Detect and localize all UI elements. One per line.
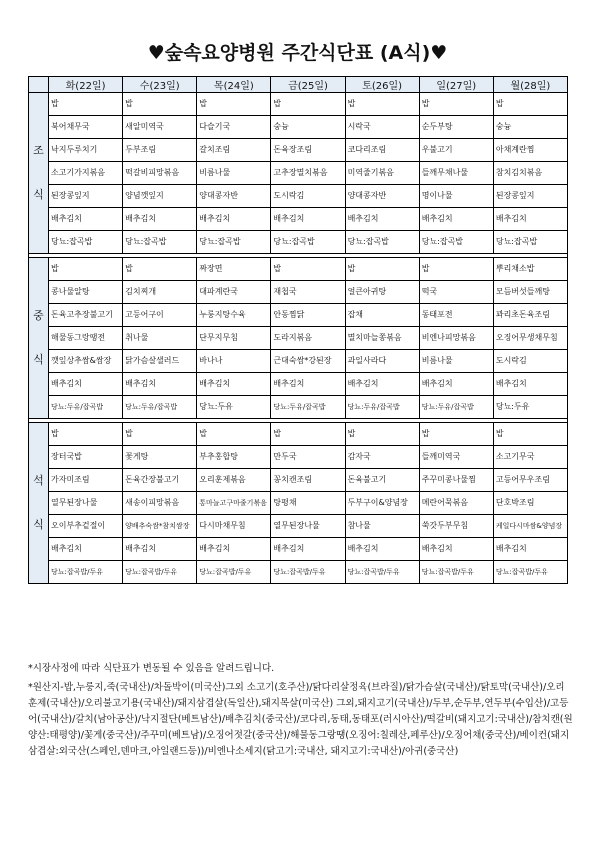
dish-cell: 밥 <box>419 258 493 281</box>
dish-cell: 밥 <box>123 93 197 116</box>
dish-cell: 쑥갓두부무침 <box>419 515 493 538</box>
dish-cell: 오리훈제볶음 <box>197 469 271 492</box>
dish-cell: 명이나물 <box>419 185 493 208</box>
dish-cell: 돈육고추장불고기 <box>49 304 123 327</box>
dish-cell: 메란어묵볶음 <box>419 492 493 515</box>
menu-row <box>29 258 568 281</box>
page-title: ♥숲속요양병원 주간식단표 (A식)♥ <box>147 42 448 64</box>
dish-cell: 당뇨:잡곡밥 <box>49 231 123 254</box>
menu-row <box>29 208 568 231</box>
dish-cell: 당뇨:두유/잡곡밥 <box>123 396 197 419</box>
dish-cell: 배추김치 <box>345 373 419 396</box>
dish-cell: 뿌리채소밥 <box>493 258 567 281</box>
dish-cell: 돈육불고기 <box>345 469 419 492</box>
dish-cell: 소고기가지볶음 <box>49 162 123 185</box>
dish-cell: 들깨무채나물 <box>419 162 493 185</box>
dish-cell: 깻잎상추쌈&쌈장 <box>49 350 123 373</box>
dish-cell: 갈치조림 <box>197 139 271 162</box>
dish-cell: 배추김치 <box>345 208 419 231</box>
dish-cell: 밥 <box>271 93 345 116</box>
dish-cell: 짜장면 <box>197 258 271 281</box>
dish-cell: 당뇨:잡곡밥/두유 <box>271 561 345 584</box>
dish-cell: 배추김치 <box>271 373 345 396</box>
dish-cell: 밥 <box>197 423 271 446</box>
menu-row <box>29 162 568 185</box>
dish-cell: 당뇨:잡곡밥/두유 <box>49 561 123 584</box>
dish-cell: 당뇨:잡곡밥 <box>123 231 197 254</box>
dish-cell: 배추김치 <box>271 538 345 561</box>
dish-cell: 배추김치 <box>493 373 567 396</box>
notice-text: *시장사정에 따라 식단표가 변동될 수 있음을 알려드립니다. <box>28 663 275 674</box>
dish-cell: 멸치마늘쫑볶음 <box>345 327 419 350</box>
dish-cell: 대파계란국 <box>197 281 271 304</box>
dish-cell: 고등어무우조림 <box>493 469 567 492</box>
dish-cell: 양대콩자반 <box>345 185 419 208</box>
dish-cell: 고추장멸치볶음 <box>271 162 345 185</box>
dish-cell: 단호박조림 <box>493 492 567 515</box>
dish-cell: 비름나물 <box>197 162 271 185</box>
menu-row <box>29 423 568 446</box>
dish-cell: 밥 <box>271 423 345 446</box>
dish-cell: 순두부탕 <box>419 116 493 139</box>
dish-cell: 잡채 <box>345 304 419 327</box>
dish-cell: 배추김치 <box>271 208 345 231</box>
dish-cell: 당뇨:잡곡밥/두유 <box>123 561 197 584</box>
day-header: 수(23일) <box>123 77 197 93</box>
dish-cell: 꽁치캔조림 <box>271 469 345 492</box>
dish-cell: 도시락김 <box>493 350 567 373</box>
menu-row <box>29 538 568 561</box>
menu-row <box>29 446 568 469</box>
dish-cell: 밥 <box>493 93 567 116</box>
dish-cell: 케일다시마쌈&양념장 <box>493 515 567 538</box>
dish-cell: 배추김치 <box>419 538 493 561</box>
dish-cell: 다슬기국 <box>197 116 271 139</box>
dish-cell: 열무된장나물 <box>271 515 345 538</box>
dish-cell: 떡국 <box>419 281 493 304</box>
dish-cell: 당뇨:잡곡밥 <box>345 231 419 254</box>
dish-cell: 밥 <box>345 423 419 446</box>
dish-cell: 새송이피망볶음 <box>123 492 197 515</box>
dish-cell: 당뇨:잡곡밥 <box>271 231 345 254</box>
dish-cell: 밥 <box>197 93 271 116</box>
dish-cell: 고등어구이 <box>123 304 197 327</box>
dish-cell: 밥 <box>345 93 419 116</box>
dish-cell: 가자미조림 <box>49 469 123 492</box>
dish-cell: 당뇨:잡곡밥/두유 <box>493 561 567 584</box>
dish-cell: 시락국 <box>345 116 419 139</box>
dish-cell: 장터국밥 <box>49 446 123 469</box>
dish-cell: 숭늉 <box>493 116 567 139</box>
menu-row <box>29 281 568 304</box>
menu-row <box>29 492 568 515</box>
dish-cell: 북어채무국 <box>49 116 123 139</box>
dish-cell: 밥 <box>493 423 567 446</box>
dish-cell: 돈육간장불고기 <box>123 469 197 492</box>
dish-cell: 당뇨:잡곡밥/두유 <box>197 561 271 584</box>
dish-cell: 두부조림 <box>123 139 197 162</box>
dish-cell: 당뇨:잡곡밥/두유 <box>345 561 419 584</box>
dish-cell: 탕평채 <box>271 492 345 515</box>
meal-label-breakfast: 조 식 <box>29 93 49 254</box>
dish-cell: 떡갈비피망볶음 <box>123 162 197 185</box>
meal-label-lunch: 중 식 <box>29 258 49 419</box>
dish-cell: 동태포전 <box>419 304 493 327</box>
origin-text: *원산지-밥,누룽지,죽(국내산)/차돌박이(미국산)그외 소고기(호주산)/닭다리살정육(브라질)/닭가슴살(국내산)/닭토막(국내산)/오리훈제(국내산)/오리불고기용(국내산)/돼지삼겹살(독일산),돼지목살(미국산) 그외,돼지고기(국내산)/두부,순두부,연두부(수입산)/고등어(국내산)/갈치(남아공산)/낙지절단(베트남산)/배추김치(중국산)/코다리,동태,동태포(러시아산)/떡갈비(돼지고기:국내산)/참치캔(원양산:태평양)/꽃게(중국산)/주꾸미(베트남)/오징어젓갈(중국산)/해물동그랑땡(오징어:칠레산,페루산)/오징어채(중국산)/베이컨(돼지삼겹살:외국산(스페인,덴마크,아일랜드등))/비엔나소세지(닭고기:국내산, 돼지고기:국내산)/아귀(중국산) <box>28 682 573 757</box>
dish-cell: 양대콩자반 <box>197 185 271 208</box>
dish-cell: 양념깻잎지 <box>123 185 197 208</box>
dish-cell: 당뇨:잡곡밥 <box>419 231 493 254</box>
dish-cell: 낙지두루치기 <box>49 139 123 162</box>
dish-cell: 당뇨:잡곡밥/두유 <box>419 561 493 584</box>
dish-cell: 당뇨:잡곡밥 <box>197 231 271 254</box>
dish-cell: 당뇨:잡곡밥 <box>493 231 567 254</box>
meal-label-dinner: 석 식 <box>29 423 49 584</box>
dish-cell: 밥 <box>123 258 197 281</box>
dish-cell: 안동찜닭 <box>271 304 345 327</box>
dish-cell: 당뇨:두유/잡곡밥 <box>345 396 419 419</box>
dish-cell: 밥 <box>419 93 493 116</box>
dish-cell: 들깨미역국 <box>419 446 493 469</box>
dish-cell: 배추김치 <box>493 538 567 561</box>
day-header-row <box>29 77 568 93</box>
menu-row <box>29 231 568 254</box>
menu-row <box>29 327 568 350</box>
menu-row <box>29 350 568 373</box>
dish-cell: 된장콩잎지 <box>493 185 567 208</box>
dish-cell: 미역줄기볶음 <box>345 162 419 185</box>
menu-row <box>29 515 568 538</box>
dish-cell: 얼큰아귀탕 <box>345 281 419 304</box>
dish-cell: 꽈리초돈육조림 <box>493 304 567 327</box>
dish-cell: 열무된장나물 <box>49 492 123 515</box>
menu-row <box>29 304 568 327</box>
dish-cell: 밥 <box>345 258 419 281</box>
dish-cell: 꽃게탕 <box>123 446 197 469</box>
dish-cell: 밥 <box>49 423 123 446</box>
dish-cell: 당뇨:두유 <box>493 396 567 419</box>
dish-cell: 배추김치 <box>493 208 567 231</box>
dish-cell: 밥 <box>49 93 123 116</box>
day-header: 화(22일) <box>49 77 123 93</box>
weekly-menu-table <box>28 76 568 584</box>
dish-cell: 취나물 <box>123 327 197 350</box>
dish-cell: 통마늘고구마줄기볶음 <box>197 492 271 515</box>
dish-cell: 참나물 <box>345 515 419 538</box>
menu-row <box>29 116 568 139</box>
dish-cell: 도시락김 <box>271 185 345 208</box>
dish-cell: 콩나물알탕 <box>49 281 123 304</box>
dish-cell: 배추김치 <box>197 373 271 396</box>
header-corner <box>29 77 49 93</box>
menu-row <box>29 93 568 116</box>
day-header: 월(28일) <box>493 77 567 93</box>
dish-cell: 밥 <box>419 423 493 446</box>
dish-cell: 배추김치 <box>345 538 419 561</box>
dish-cell: 만두국 <box>271 446 345 469</box>
dish-cell: 배추김치 <box>419 208 493 231</box>
dish-cell: 배추김치 <box>197 538 271 561</box>
dish-cell: 감자국 <box>345 446 419 469</box>
day-header: 일(27일) <box>419 77 493 93</box>
menu-row <box>29 139 568 162</box>
dish-cell: 당뇨:두유/잡곡밥 <box>419 396 493 419</box>
dish-cell: 배추김치 <box>49 208 123 231</box>
dish-cell: 배추김치 <box>123 538 197 561</box>
dish-cell: 새알미역국 <box>123 116 197 139</box>
dish-cell: 모듬버섯들깨탕 <box>493 281 567 304</box>
dish-cell: 당뇨:두유/잡곡밥 <box>49 396 123 419</box>
dish-cell: 숭늉 <box>271 116 345 139</box>
dish-cell: 배추김치 <box>419 373 493 396</box>
menu-row <box>29 396 568 419</box>
dish-cell: 오이부추겉절이 <box>49 515 123 538</box>
dish-cell: 배추김치 <box>123 373 197 396</box>
dish-cell: 소고기무국 <box>493 446 567 469</box>
dish-cell: 밥 <box>123 423 197 446</box>
dish-cell: 배추김치 <box>197 208 271 231</box>
dish-cell: 닭가슴살샐러드 <box>123 350 197 373</box>
menu-row <box>29 469 568 492</box>
dish-cell: 참치김치볶음 <box>493 162 567 185</box>
dish-cell: 밥 <box>49 258 123 281</box>
dish-cell: 단무지무침 <box>197 327 271 350</box>
day-header: 토(26일) <box>345 77 419 93</box>
dish-cell: 과일사라다 <box>345 350 419 373</box>
dish-cell: 부추홍합탕 <box>197 446 271 469</box>
menu-row <box>29 561 568 584</box>
dish-cell: 근대숙쌈*강된장 <box>271 350 345 373</box>
dish-cell: 된장콩잎지 <box>49 185 123 208</box>
dish-cell: 김치찌개 <box>123 281 197 304</box>
dish-cell: 도라지볶음 <box>271 327 345 350</box>
day-header: 목(24일) <box>197 77 271 93</box>
dish-cell: 밥 <box>271 258 345 281</box>
dish-cell: 재첩국 <box>271 281 345 304</box>
dish-cell: 누룽지탕수육 <box>197 304 271 327</box>
dish-cell: 두부구이&양념장 <box>345 492 419 515</box>
dish-cell: 오징어무생채무침 <box>493 327 567 350</box>
dish-cell: 다시마채무침 <box>197 515 271 538</box>
dish-cell: 코다리조림 <box>345 139 419 162</box>
dish-cell: 배추김치 <box>49 538 123 561</box>
day-header: 금(25일) <box>271 77 345 93</box>
dish-cell: 당뇨:두유/잡곡밥 <box>271 396 345 419</box>
dish-cell: 해물동그랑땡전 <box>49 327 123 350</box>
dish-cell: 비름나물 <box>419 350 493 373</box>
dish-cell: 당뇨:두유 <box>197 396 271 419</box>
menu-row <box>29 185 568 208</box>
dish-cell: 돈육장조림 <box>271 139 345 162</box>
menu-row <box>29 373 568 396</box>
dish-cell: 배추김치 <box>123 208 197 231</box>
dish-cell: 주꾸미콩나물찜 <box>419 469 493 492</box>
dish-cell: 양배추숙쌈*참치쌈장 <box>123 515 197 538</box>
dish-cell: 바나나 <box>197 350 271 373</box>
dish-cell: 우불고기 <box>419 139 493 162</box>
dish-cell: 아채계란찜 <box>493 139 567 162</box>
dish-cell: 배추김치 <box>49 373 123 396</box>
dish-cell: 비엔나피망볶음 <box>419 327 493 350</box>
